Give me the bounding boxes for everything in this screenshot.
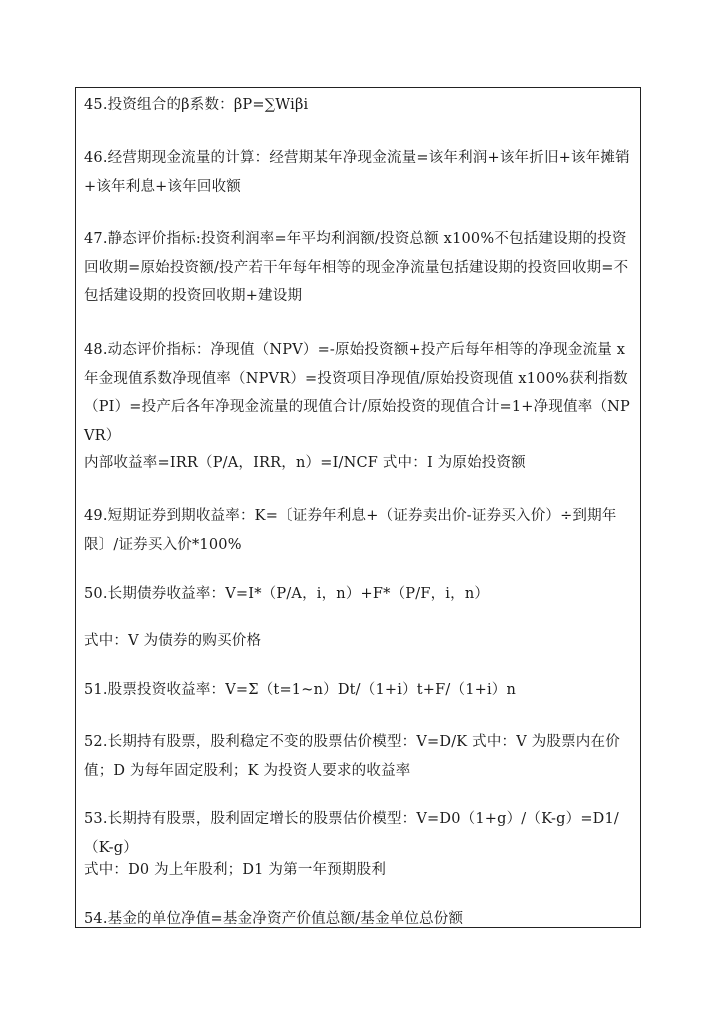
formula-49: 49.短期证券到期收益率：K=〔证券年利息+（证券卖出价-证券买入价）÷到期年限〕/证券买入价*100%: [84, 508, 617, 553]
formula-50: 50.长期债券收益率：V=I*（P/A，i，n）+F*（P/F，i，n）: [84, 586, 490, 602]
formula-48: 48.动态评价指标：净现值（NPV）=-原始投资额+投产后每年相等的净现金流量 x 年金现值系数净现值率（NPVR）=投资项目净现值/原始投资现值 x100%获利指数（PI）=投产后各年净现金流量的现值合计/原始投资的现值合计=1+净现值率（NPVR）: [84, 342, 630, 444]
formula-47: 47.静态评价指标:投资利润率=年平均利润额/投资总额 x100%不包括建设期的投资回收期=原始投资额/投产若干年每年相等的现金净流量包括建设期的投资回收期=不包括建设期的投资回收期+建设期: [84, 231, 629, 304]
formula-53-note: 式中：D0 为上年股利；D1 为第一年预期股利: [84, 862, 387, 878]
formula-53: 53.长期持有股票，股利固定增长的股票估价模型：V=D0（1+g）/（K-g）=D1/（K-g）: [84, 811, 620, 856]
content-box: [75, 87, 641, 928]
formula-51: 51.股票投资收益率：V=Σ（t=1~n）Dt/（1+i）t+F/（1+i）n: [84, 682, 517, 698]
formula-52: 52.长期持有股票，股利稳定不变的股票估价模型：V=D/K 式中：V 为股票内在价值；D 为每年固定股利；K 为投资人要求的收益率: [84, 734, 620, 779]
formula-54: 54.基金的单位净值=基金净资产价值总额/基金单位总份额: [84, 911, 464, 927]
formula-irr: 内部收益率=IRR（P/A，IRR，n）=I/NCF 式中：I 为原始投资额: [84, 455, 526, 471]
formula-45: 45.投资组合的β系数：βP=∑Wiβi: [84, 97, 309, 113]
formula-46: 46.经营期现金流量的计算：经营期某年净现金流量=该年利润+该年折旧+该年摊销+该年利息+该年回收额: [84, 150, 630, 195]
formula-50-note: 式中：V 为债券的购买价格: [84, 633, 262, 649]
